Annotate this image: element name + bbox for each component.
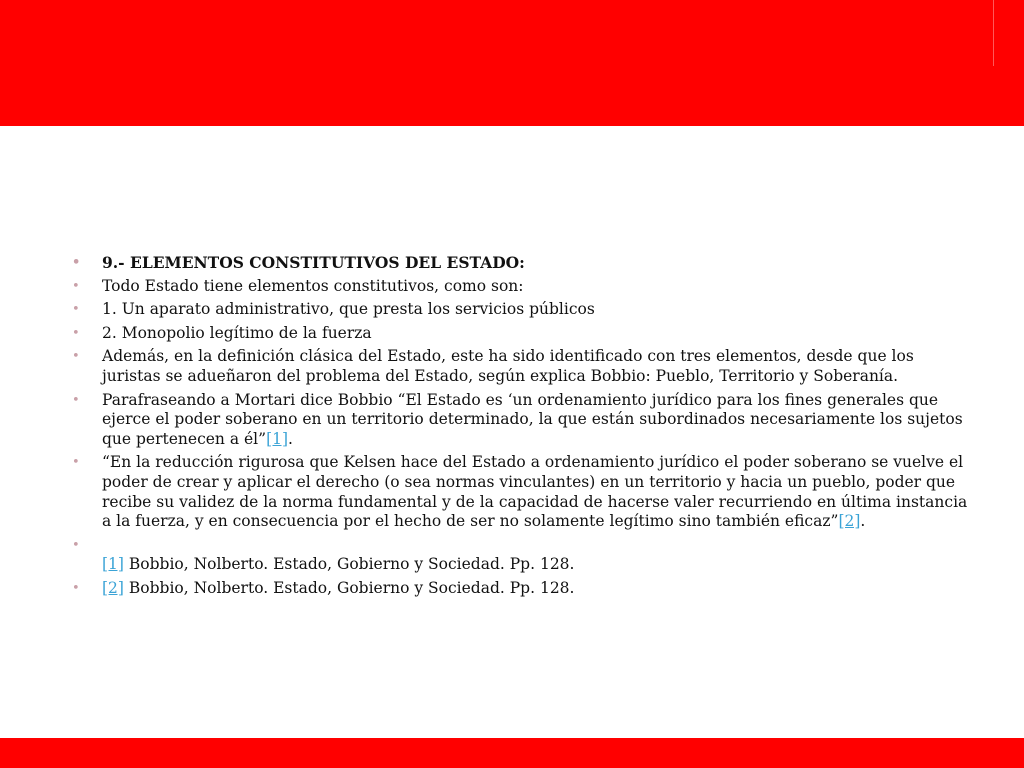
list-item [72,347,972,386]
footnote-anchor-2[interactable]: [2] [102,578,124,597]
bullet-icon: • [72,302,80,318]
list-item-heading [72,253,972,273]
footnote-link-2[interactable]: [2] [838,512,861,531]
list-item-text: 1. Un aparato administrativo, que presta los servicios públicos [102,300,595,319]
list-item-text: Todo Estado tiene elementos constitutivos, como son: [102,276,524,295]
top-red-band [0,0,1024,126]
list-item-footnote-2 [72,579,972,599]
band-edge-line [993,0,994,66]
bullet-icon: • [72,580,80,596]
footnote-anchor-1[interactable]: [1] [102,555,124,574]
quote-tail: . [860,512,866,531]
list-item-footnote-1 [72,536,972,575]
list-item-text: Además, en la definición clásica del Estado, este ha sido identificado con tres elementos, desde que los juristas se adueñaron del problema del Estado, según explica Bobbio: Pueblo, Territorio y Soberanía. [102,347,914,385]
footnote-text: Bobbio, Nolberto. Estado, Gobierno y Sociedad. Pp. 128. [123,578,575,597]
bullet-icon: • [72,255,81,270]
bullet-icon: • [72,325,80,341]
footnote-link-1[interactable]: [1] [266,429,289,448]
bullet-icon: • [72,392,80,408]
bullet-icon: • [72,278,80,294]
list-item-text: 2. Monopolio legítimo de la fuerza [102,323,372,342]
bullet-icon: • [72,455,80,471]
footnote-text: Bobbio, Nolberto. Estado, Gobierno y Sociedad. Pp. 128. [123,555,575,574]
bottom-red-band [0,738,1024,768]
bullet-icon: • [72,537,80,553]
section-heading: 9.- ELEMENTOS CONSTITUTIVOS DEL ESTADO: [102,253,525,272]
bullet-icon: • [72,349,80,365]
list-item [72,324,972,344]
slide-content-list [72,253,972,603]
list-item [72,300,972,320]
quote-text: Parafraseando a Mortari dice Bobbio “El Estado es ‘un ordenamiento jurídico para los fines generales que ejerce el poder soberano en un territorio determinado, la que están subordinados necesariamente los sujetos que pertenecen a él” [102,390,963,448]
list-item [72,277,972,297]
list-item-quote-mortari [72,391,972,450]
list-item-quote-kelsen [72,453,972,531]
quote-tail: . [288,429,293,448]
quote-text: “En la reducción rigurosa que Kelsen hace del Estado a ordenamiento jurídico el poder soberano se vuelve el poder de crear y aplicar el derecho (o sea normas vinculantes) en un territorio y hacia un pueblo, poder que recibe su validez de la norma fundamental y de la capacidad de hacerse valer recurriendo en última instancia a la fuerza, y en consecuencia por el hecho de ser no solamente legítimo sino también eficaz” [102,453,968,531]
